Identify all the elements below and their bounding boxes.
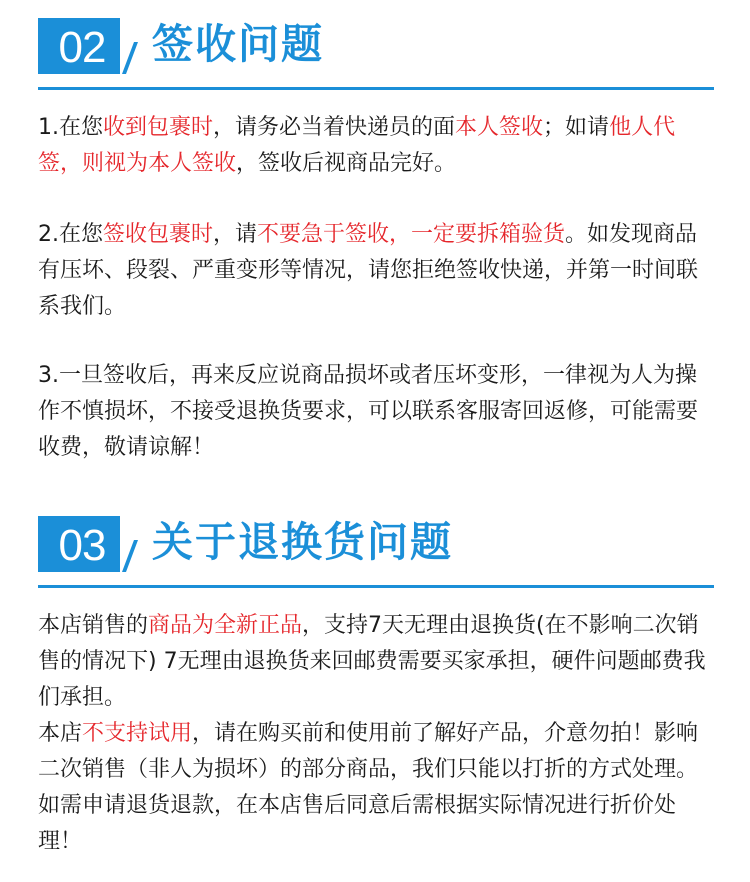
highlight-text: 本人签收 <box>455 115 544 140</box>
text-run: 1.在您 <box>38 115 103 140</box>
text-run: 2.在您 <box>38 222 103 247</box>
text-run: ，签收后视商品完好。 <box>236 151 457 176</box>
paragraph-signing-1 <box>38 110 718 182</box>
highlight-text: 签收包裹时 <box>103 222 214 247</box>
section-title: 关于退换货问题 <box>152 518 453 566</box>
text-run: 。如发现商品有压坏、段裂、严重变形等情况，请您拒绝签收快递，并第一时间联系我们。 <box>38 222 699 319</box>
section-number: 02 <box>58 23 106 72</box>
text-run: ；如请 <box>543 115 610 140</box>
text-run: 3.一旦签收后，再来反应说商品损坏或者压坏变形，一律视为人为操作不慎损坏，不接受退换货要求，可以联系客服寄回返修，可能需要收费，敬请谅解！ <box>38 363 699 460</box>
text-run: 本店 <box>38 721 83 746</box>
highlight-text: 不要急于签收，一定要拆箱验货 <box>257 222 566 247</box>
text-run: 本店销售的 <box>38 613 149 638</box>
text-run: ，请在购买前和使用前了解好产品，介意勿拍！影响二次销售（非人为损坏）的部分商品，我们只能以打折的方式处理。如需申请退货退款，在本店售后同意后需根据实际情况进行折价处理！ <box>38 721 699 854</box>
section-number: 03 <box>58 521 106 570</box>
paragraph-returns-1 <box>38 608 718 716</box>
section-number-badge <box>38 18 138 74</box>
paragraph-returns-2 <box>38 716 718 860</box>
section-header-03 <box>38 516 714 584</box>
highlight-text: 他人代签，则视为本人签收 <box>38 115 676 176</box>
highlight-text: 商品为全新正品 <box>148 613 303 638</box>
section-number-badge <box>38 516 138 572</box>
paragraph-signing-3 <box>38 358 718 466</box>
section-header-02 <box>38 18 714 86</box>
text-run: ，支持7天无理由退换货(在不影响二次销售的情况下) 7无理由退换货来回邮费需要买家承担，硬件问题邮费我们承担。 <box>38 613 706 710</box>
highlight-text: 不支持试用 <box>82 721 193 746</box>
highlight-text: 收到包裹时 <box>103 115 214 140</box>
text-run: ，请 <box>213 222 258 247</box>
section-divider <box>38 87 714 90</box>
text-run: ，请务必当着快递员的面 <box>213 115 456 140</box>
section-title: 签收问题 <box>152 20 324 68</box>
section-divider <box>38 585 714 588</box>
paragraph-signing-2 <box>38 217 718 325</box>
